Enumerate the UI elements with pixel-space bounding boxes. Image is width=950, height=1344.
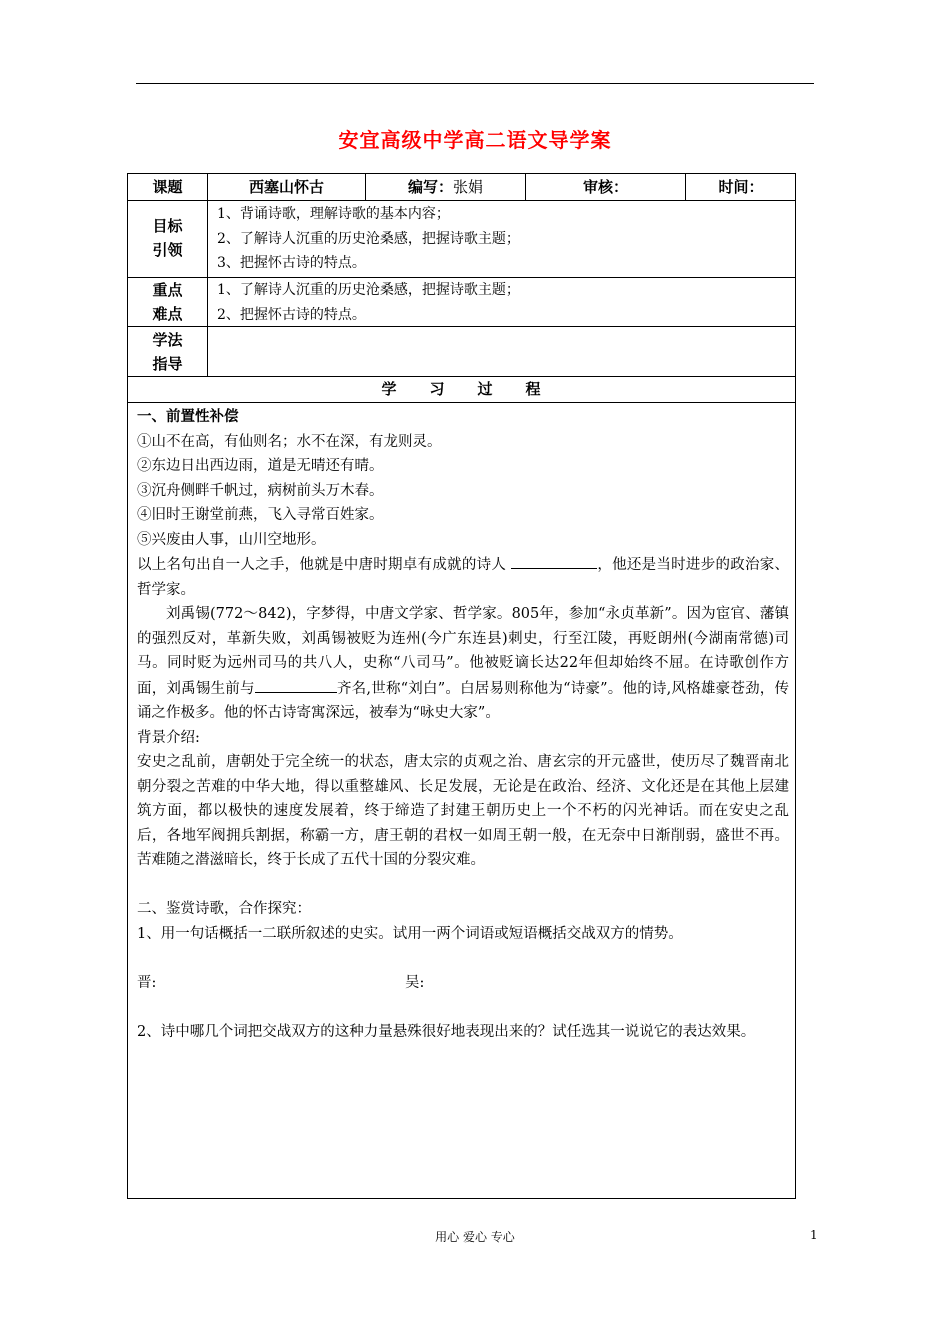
quote-item: ①山不在高，有仙则名；水不在深，有龙则灵。 xyxy=(137,433,442,450)
method-label-1: 学法 xyxy=(152,331,183,349)
header-rule xyxy=(136,83,814,84)
topic-label: 课题 xyxy=(152,178,183,196)
background-label: 背景介绍: xyxy=(137,729,200,746)
time-label: 时间： xyxy=(718,178,764,196)
section2-heading: 二、鉴赏诗歌，合作探究： xyxy=(137,901,311,917)
author-value: 张娟 xyxy=(453,178,484,196)
keypoint-item: 2、把握怀古诗的特点。 xyxy=(217,306,366,323)
quote-item: ④旧时王谢堂前燕，飞入寻常百姓家。 xyxy=(137,507,384,523)
keypoint-item: 1、了解诗人沉重的历史沧桑感，把握诗歌主题； xyxy=(217,282,520,298)
spacer xyxy=(137,946,789,971)
poet-question-pre: 以上名句出自一人之手，他就是中唐时期卓有成就的诗人 xyxy=(137,557,507,573)
author-cell xyxy=(366,175,525,199)
wu-label: 吴: xyxy=(405,974,425,991)
quote-item: ②东边日出西边雨，道是无晴还有晴。 xyxy=(137,458,384,474)
goal-item: 3、把握怀古诗的特点。 xyxy=(217,255,366,271)
row-divider xyxy=(128,402,795,403)
spacer xyxy=(137,873,789,898)
process-body xyxy=(137,405,789,1044)
goal-item: 2、了解诗人沉重的历史沧桑感，把握诗歌主题； xyxy=(217,230,520,247)
jin-label: 晋: xyxy=(137,974,157,991)
goal-item: 1、背诵诗歌，理解诗歌的基本内容； xyxy=(217,206,450,222)
keypoints-label-1: 重点 xyxy=(152,281,183,299)
answer-row xyxy=(137,971,789,996)
page-number: 1 xyxy=(810,1228,818,1242)
page-title: 安宜高级中学高二语文导学案 xyxy=(338,128,612,152)
poet-question xyxy=(137,552,789,602)
col-divider xyxy=(207,174,208,376)
author-label: 编写： xyxy=(407,178,453,196)
row-divider xyxy=(128,200,795,201)
footer-text: 用心 爱心 专心 xyxy=(435,1230,515,1244)
poet-answer-blank[interactable] xyxy=(511,552,597,569)
biography-paragraph xyxy=(137,602,789,726)
peer-answer-blank[interactable] xyxy=(255,676,337,693)
spacer xyxy=(137,995,789,1020)
background-text: 安史之乱前，唐朝处于完全统一的状态，唐太宗的贞观之治、唐玄宗的开元盛世，使历尽了魏晋南北朝分裂之苦难的中华大地，得以重整雄风、长足发展，无论是在政治、经济、文化还是在其他上层建筑方面，都以极快的速度发展着，终于缔造了封建王朝历史上一个不朽的闪光神话。而在安史之乱后，各地军阀拥兵割据，称霸一方，唐王朝的君权一如周王朝一般，在无奈中日渐削弱，盛世不再。苦难随之潜滋暗长，终于长成了五代十国的分裂灾难。 xyxy=(137,754,789,868)
biography-part2: 齐名,世称“刘白”。白居易则称他为“诗豪”。他的诗,风格雄豪苍劲，传诵之作极多。他的怀古诗寄寓深远，被奉为“咏史大家”。 xyxy=(137,680,790,721)
quote-item: ③沉舟侧畔千帆过，病树前头万木春。 xyxy=(137,482,384,499)
section1-heading: 一、前置性补偿 xyxy=(137,408,239,425)
quote-item: ⑤兴废由人事，山川空地形。 xyxy=(137,531,326,548)
review-label: 审核： xyxy=(582,178,628,196)
worksheet-table xyxy=(127,173,796,1199)
goals-label-1: 目标 xyxy=(152,217,183,235)
poet-question-post: ，他还是当时进步的政治家、哲学家。 xyxy=(137,557,790,598)
question-1: 1、用一句话概括一二联所叙述的史实。试用一两个词语或短语概括交战双方的情势。 xyxy=(137,925,683,942)
method-label-2: 指导 xyxy=(152,355,183,373)
goals-label-2: 引领 xyxy=(152,241,183,259)
biography-part1: 刘禹锡(772～842)，字梦得，中唐文学家、哲学家。805年，参加“永贞革新”。因为宦官、藩镇的强烈反对，革新失败，刘禹锡被贬为连州(今广东连县)刺史，行至江陵，再贬朗州(今湖南常德)司马。同时贬为远州司马的共八人，史称“八司马”。他被贬谪长达22年但却始终不屈。在诗歌创作方面，刘禹锡生前与 xyxy=(137,606,789,697)
keypoints-label-2: 难点 xyxy=(152,305,183,323)
question-2: 2、诗中哪几个词把交战双方的这种力量悬殊很好地表现出来的？试任选其一说说它的表达效果。 xyxy=(137,1023,756,1040)
process-heading: 学 习 过 程 xyxy=(381,380,542,398)
topic-value: 西塞山怀古 xyxy=(248,178,324,196)
